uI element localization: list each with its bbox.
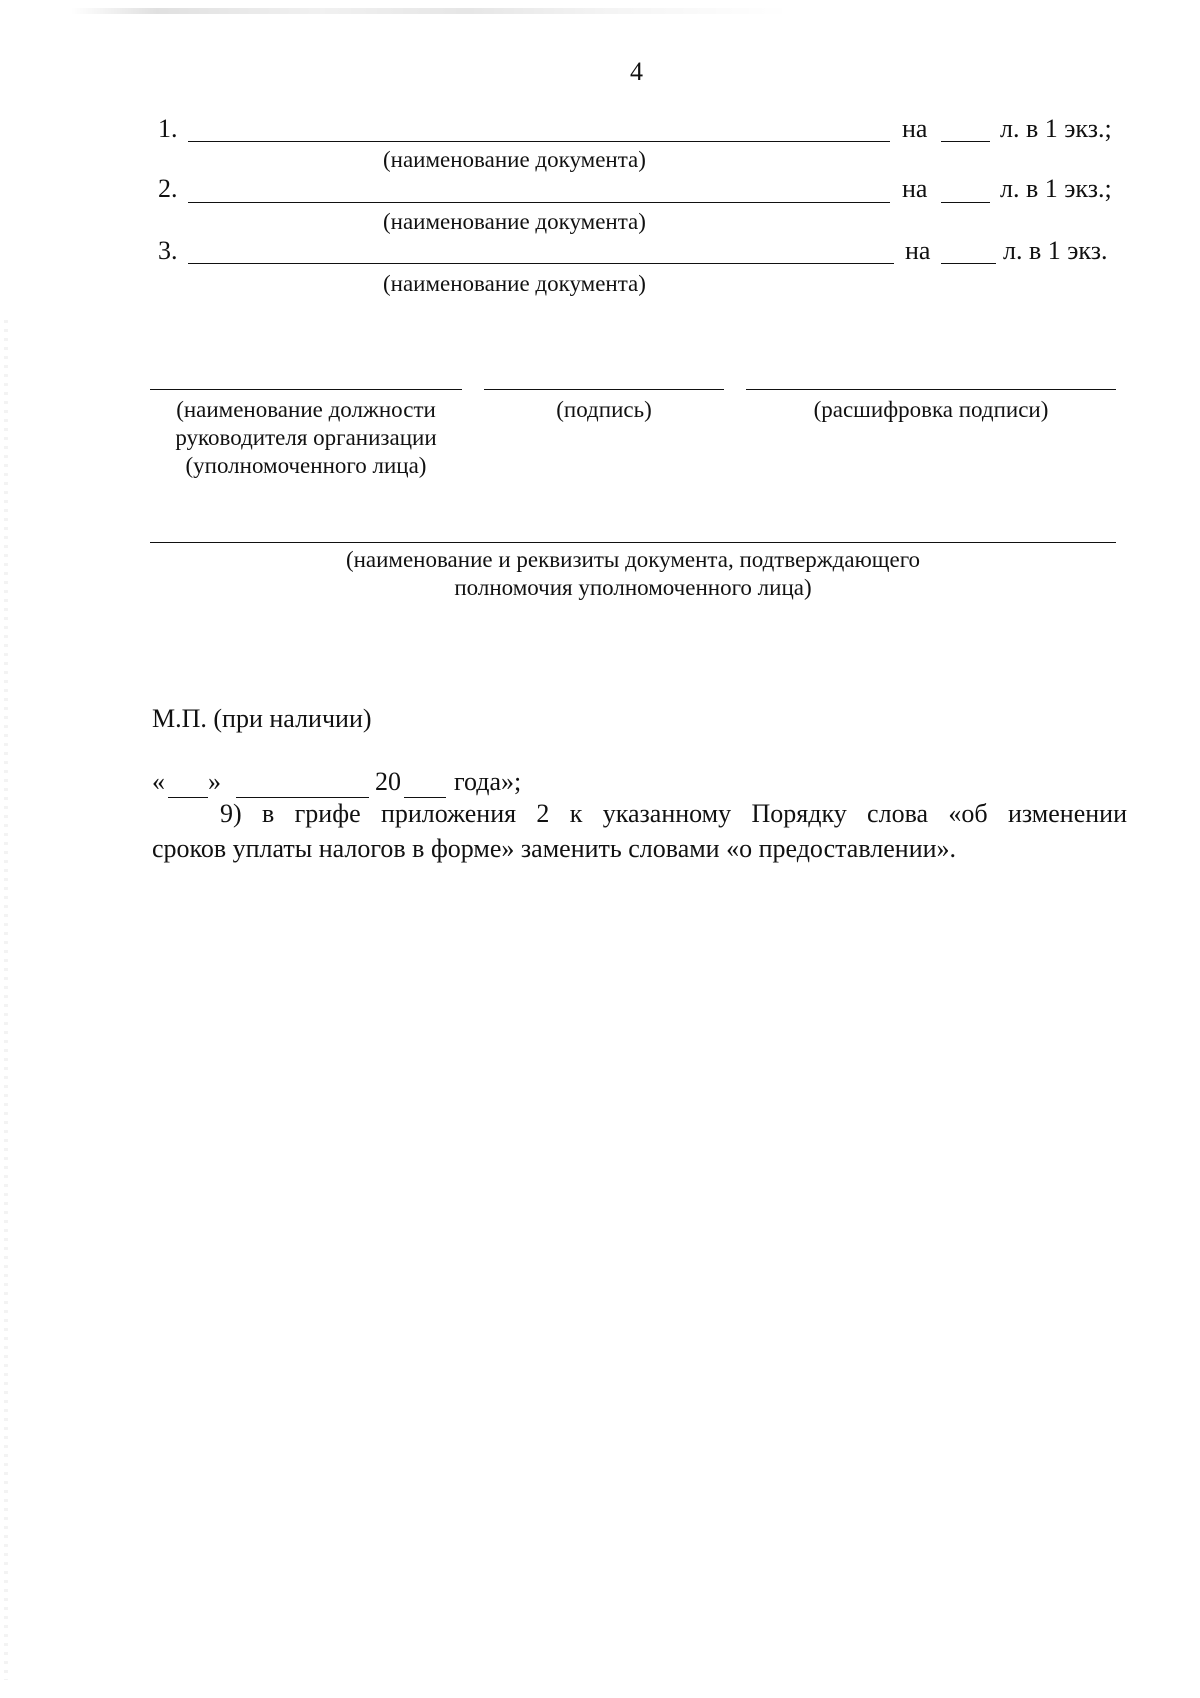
- amendment-line-2: сроков уплаты налогов в форме» заменить словами «о предоставлении».: [152, 834, 957, 863]
- page-number: 4: [630, 57, 643, 86]
- authority-caption-line: (наименование и реквизиты документа, подтверждающего: [345, 547, 921, 572]
- date-open-quote: «: [152, 767, 165, 796]
- position-caption-line: руководителя организации: [175, 425, 437, 450]
- decode-caption: (расшифровка подписи): [813, 397, 1049, 422]
- date-close-quote: »: [208, 767, 221, 796]
- document-name-line: [188, 263, 894, 264]
- authority-document-caption: [150, 546, 1116, 602]
- stamp-note: М.П. (при наличии): [152, 704, 372, 733]
- list-item-na: на: [902, 174, 928, 203]
- list-item-suffix: л. в 1 экз.: [1003, 236, 1108, 265]
- signature-caption: (подпись): [556, 397, 652, 422]
- signature-line: [484, 389, 724, 390]
- sheet-count-line: [941, 202, 990, 203]
- list-item-index: 3.: [158, 236, 178, 265]
- date-day-line: [168, 797, 208, 798]
- sheet-count-line: [941, 263, 996, 264]
- document-name-caption: (наименование документа): [383, 271, 646, 296]
- date-year-suffix: года»;: [454, 767, 522, 796]
- document-name-caption: (наименование документа): [383, 209, 646, 234]
- scan-left-edge: [4, 320, 8, 1680]
- decode-line: [746, 389, 1116, 390]
- list-item-suffix: л. в 1 экз.;: [1000, 174, 1112, 203]
- list-item-index: 2.: [158, 174, 178, 203]
- position-caption-line: (уполномоченного лица): [185, 453, 427, 478]
- authority-caption-line: полномочия уполномоченного лица): [454, 575, 812, 600]
- position-caption-line: (наименование должности: [176, 397, 436, 422]
- scan-top-edge: [70, 8, 790, 14]
- list-item-suffix: л. в 1 экз.;: [1000, 114, 1112, 143]
- amendment-line-1: 9) в грифе приложения 2 к указанному Порядку слова «об изменении: [220, 799, 1127, 828]
- authority-document-line: [150, 542, 1116, 543]
- list-item-na: на: [902, 114, 928, 143]
- document-name-caption: (наименование документа): [383, 147, 646, 172]
- position-caption: [150, 396, 462, 480]
- date-year-prefix: 20: [375, 767, 401, 796]
- position-line: [150, 389, 462, 390]
- list-item-index: 1.: [158, 114, 178, 143]
- sheet-count-line: [941, 141, 990, 142]
- document-name-line: [188, 141, 890, 142]
- list-item-na: на: [905, 236, 931, 265]
- document-name-line: [188, 202, 890, 203]
